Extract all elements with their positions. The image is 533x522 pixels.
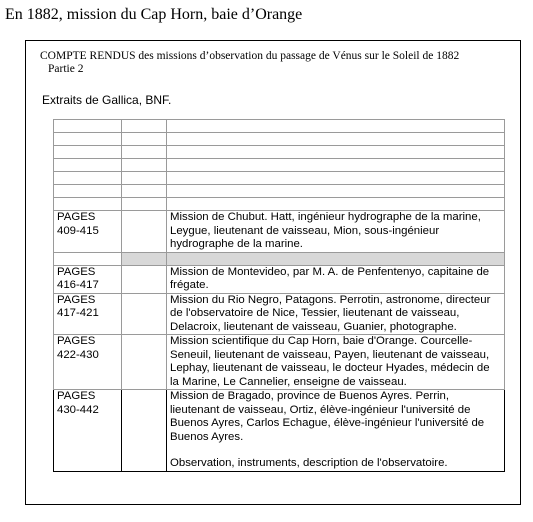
- report-title-line2: Partie 2: [48, 63, 84, 75]
- empty-row: [54, 198, 505, 211]
- mission-cell: [167, 265, 505, 293]
- mission-text: Mission scientifique du Cap Horn, baie d'Orange. Courcelle-Seneuil, lieutenant de vaisseau, Payen, lieutenant de vaisseau, Lephay, lieutenant de vaisseau, le docteur Hyades, médecin de la Marine, Le Cannelier, enseigne de vaisseau.: [170, 335, 490, 388]
- report-title-line1: COMPTE RENDUS des missions d’observation du passage de Vénus sur le Soleil de 1882: [40, 50, 460, 62]
- mission-cell: [167, 390, 505, 472]
- pages-label: PAGES 409-415: [57, 211, 99, 237]
- table-row: [54, 265, 505, 293]
- pages-cell: [54, 265, 122, 293]
- table-row: [54, 390, 505, 472]
- pages-cell: [54, 390, 122, 472]
- table-row: [54, 211, 505, 253]
- mission-text: Mission du Rio Negro, Patagons. Perrotin, astronome, directeur de l'observatoire de Nice, Tessier, lieutenant de vaisseau, Delacroix, lieutenant de vaisseau, Guanier, photographe.: [170, 293, 491, 333]
- pages-label: PAGES 416-417: [57, 265, 99, 291]
- mission-text: Mission de Chubut. Hatt, ingénieur hydrographe de la marine, Leygue, lieutenant de vaisseau, Mion, sous-ingénieur hydrographe de la marine.: [170, 211, 481, 250]
- empty-row: [54, 185, 505, 198]
- mission-cell: [167, 211, 505, 253]
- mission-note: Observation, instruments, description de l'observatoire.: [170, 457, 448, 469]
- pages-label: PAGES 430-442: [57, 390, 99, 416]
- mission-cell: [167, 335, 505, 390]
- mission-text: Mission de Montevideo, par M. A. de Penfentenyo, capitaine de frégate.: [170, 265, 490, 291]
- pages-cell: [54, 335, 122, 390]
- empty-row: [54, 133, 505, 146]
- mission-cell: [167, 293, 505, 335]
- table-row: [54, 335, 505, 390]
- pages-cell: [54, 293, 122, 335]
- separator-row: [54, 252, 505, 265]
- empty-row: [54, 159, 505, 172]
- pages-cell: [54, 211, 122, 253]
- missions-table: [53, 119, 505, 472]
- pages-label: PAGES 417-421: [57, 293, 99, 319]
- mission-text: Mission de Bragado, province de Buenos Ayres. Perrin, lieutenant de vaisseau, Ortiz, élève-ingénieur l'université de Buenos Ayres, Carlos Echague, élève-ingénieur l'université de Buenos Ayres.: [170, 390, 485, 443]
- table-row: [54, 293, 505, 335]
- source-note: Extraits de Gallica, BNF.: [42, 93, 172, 107]
- page-heading: En 1882, mission du Cap Horn, baie d’Orange: [5, 6, 303, 23]
- pages-label: PAGES 422-430: [57, 335, 99, 361]
- report-title: [40, 50, 459, 76]
- empty-row: [54, 172, 505, 185]
- empty-row: [54, 120, 505, 133]
- empty-row: [54, 146, 505, 159]
